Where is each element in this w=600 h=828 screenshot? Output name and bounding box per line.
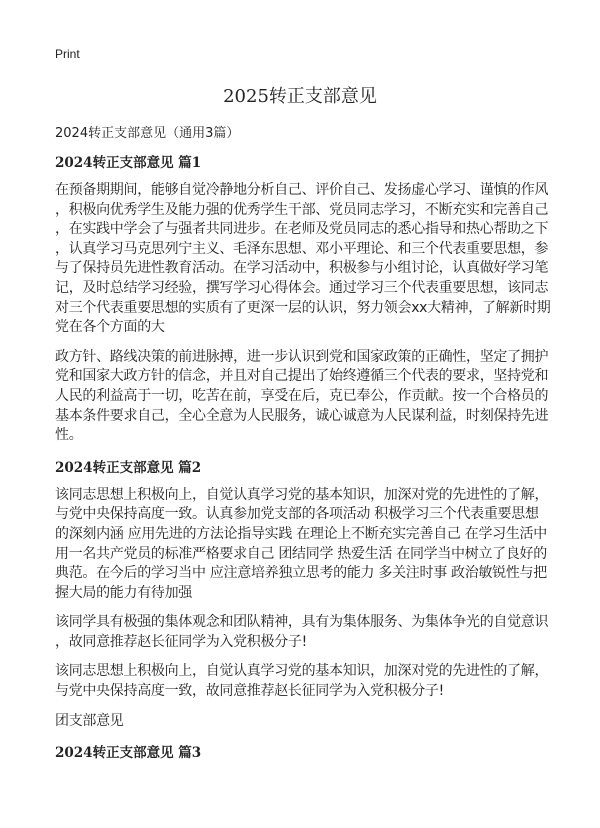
paragraph <box>55 662 555 701</box>
paragraph-line: 性。 <box>55 427 83 444</box>
paragraph-line: 握大局的能力有待加强 <box>55 584 192 601</box>
paragraph-line: 与党中央保持高度一致。认真参加党支部的各项活动 积极学习三个代表重要思想 <box>55 506 539 523</box>
paragraph <box>55 181 555 338</box>
paragraph-line: 党和国家大政方针的信念，并且对自己提出了始终遵循三个代表的要求，坚持党和 <box>55 368 549 385</box>
section-heading: 2024转正支部意见 篇3 <box>55 745 202 762</box>
paragraph-line: ，故同意推荐赵长征同学为入党积极分子! <box>55 633 307 650</box>
paragraph-line: 党在各个方面的大 <box>55 319 165 336</box>
section-heading: 2024转正支部意见 篇1 <box>55 155 202 171</box>
document-subtitle: 2024转正支部意见（通用3篇） <box>55 126 240 141</box>
paragraph-line: 政方针、路线决策的前进脉搏，进一步认识到党和国家政策的正确性，坚定了拥护 <box>55 348 549 365</box>
paragraph-line: 团支部意见 <box>55 712 124 729</box>
print-link[interactable]: Print <box>55 47 80 61</box>
paragraph-line: 该同学具有极强的集体观念和团队精神，具有为集体服务、为集体争光的自觉意识 <box>55 614 549 631</box>
paragraph-line: 与党中央保持高度一致，故同意推荐赵长征同学为入党积极分子! <box>55 683 444 700</box>
paragraph-line: 该同志思想上积极向上，自觉认真学习党的基本知识，加深对党的先进性的了解， <box>55 663 549 680</box>
paragraph-line: ，积极向优秀学生及能力强的优秀学生干部、党员同志学习，不断充实和完善自己 <box>55 201 549 218</box>
paragraph-line: 该同志思想上积极向上，自觉认真学习党的基本知识，加深对党的先进性的了解， <box>55 486 549 503</box>
paragraph-line: 对三个代表重要思想的实质有了更深一层的认识，努力领会xx大精神，了解新时期 <box>55 299 551 316</box>
paragraph <box>55 486 555 604</box>
paragraph-line: 用一名共产党员的标准严格要求自己 团结同学 热爱生活 在同学当中树立了良好的 <box>55 545 547 562</box>
section-heading: 2024转正支部意见 篇2 <box>55 459 202 476</box>
paragraph-line: 在预备期期间，能够自觉冷静地分析自己、评价自己、发扬虚心学习、谨慎的作风 <box>55 182 549 198</box>
paragraph-line: 典范。在今后的学习当中 应注意培养独立思考的能力 多关注时事 政治敏锐性与把 <box>55 565 547 582</box>
paragraph-line: 的深刻内涵 应用先进的方法论指导实践 在理论上不断充实完善自己 在学习生活中 <box>55 525 547 542</box>
document-body <box>55 122 555 771</box>
paragraph-line: ，认真学习马克思列宁主义、毛泽东思想、邓小平理论、和三个代表重要思想，参 <box>55 240 549 257</box>
paragraph-line: 记，及时总结学习经验，撰写学习心得体会。通过学习三个代表重要思想，该同志 <box>55 279 549 296</box>
paragraph-line: ，在实践中学会了与强者共同进步。在老师及党员同志的悉心指导和热心帮助之下 <box>55 221 549 238</box>
paragraph-line: 人民的利益高于一切，吃苦在前，享受在后，克已奉公，作贡献。按一个合格员的 <box>55 387 549 404</box>
paragraph-line: 基本条件要求自己，全心全意为人民服务，诚心诚意为人民谋利益，时刻保持先进 <box>55 407 549 424</box>
page-title: 2025转正支部意见 <box>223 86 377 107</box>
paragraph <box>55 348 555 446</box>
paragraph <box>55 613 555 652</box>
paragraph <box>55 712 555 732</box>
paragraph-line: 与了保持员先进性教育活动。在学习活动中，积极参与小组讨论，认真做好学习笔 <box>55 260 549 277</box>
